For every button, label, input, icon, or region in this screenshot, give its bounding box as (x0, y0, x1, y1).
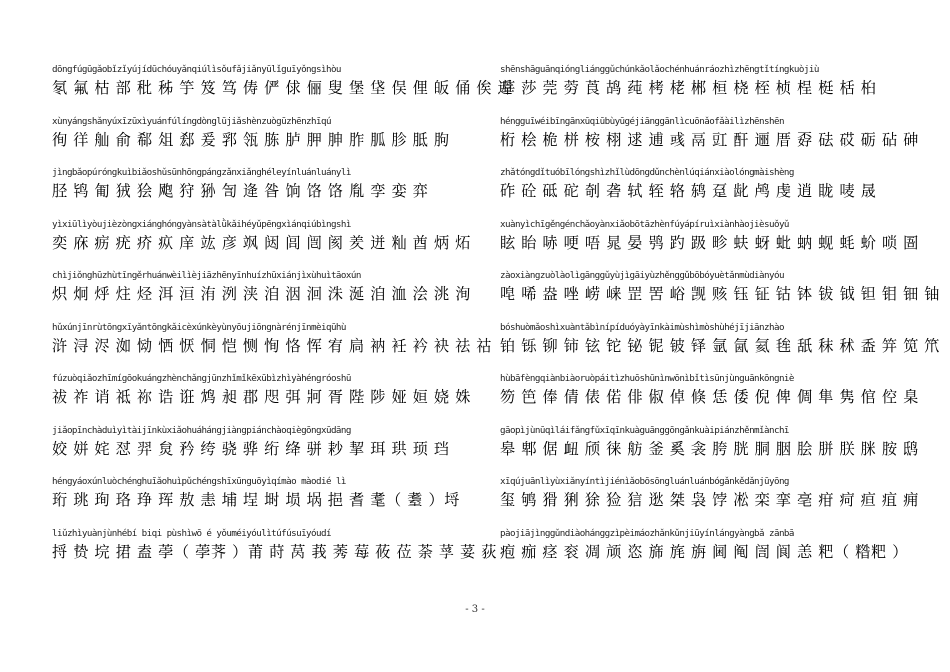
pinyin-line: fúzuòqiǎozhīmígōokuángzhènchǎngjūnzhǐmǐkēxūbìzhìyàhéngróoshū (52, 373, 351, 384)
pinyin-line: jiǎopīnchàduìyìtàijīnkùxiǎohuáhángjiàngpiánchàoqiègōngxūdāng (52, 424, 351, 436)
character-row (52, 476, 461, 528)
character-row (500, 64, 898, 116)
pinyin-line: dōngfúgūgǎobǐzǐyújídūchóuyǎnqiúlìsǒufǎjiǎnyūlǐguīyǒngsìhòu (52, 64, 341, 75)
character-row (500, 373, 919, 425)
character-row (500, 218, 919, 271)
hanzi-line: 笏 笆 俸 倩 俵 偌 俳 俶 倬 倏 恁 倭 倪 俾 倜 隼 隽 倌 倥 臬 (500, 388, 919, 406)
pinyin-line: liǔzhìyuànjùnhébí biqi pùshìwō é yǒuméiyóulìtúfúsuīyóudí (52, 527, 331, 539)
hanzi-line: 莘 莎 莞 䓖 莨 鸪 莼 栲 栳 郴 桓 桡 桎 桢 桯 梃 栝 桕 (500, 79, 877, 97)
pinyin-line: hùbāfèngqiànbiàoruòpáitìzhuōshūnìnwōnìbǐtìsūnjùnguānkōngniè (500, 373, 794, 384)
character-row (500, 527, 909, 580)
pinyin-line: xuànyìchīgěngénchǎoyànxiǎobōtāzhènfúyápíruìxiànhàojièsuǒyǔ (500, 218, 789, 230)
hanzi-line: 浒 浔 浕 洳 恸 恓 恹 恫 恺 恻 恂 恪 恽 宥 扃 衲 衽 衿 袂 祛 祜 (52, 336, 493, 355)
pinyin-line: gāopìjùnūqìláifǎngfǔxīqīnkuàguānggōngǎnkuàipiánzhěnmǐànchī (500, 424, 789, 436)
character-row (500, 321, 941, 374)
character-row (52, 373, 471, 425)
hanzi-line: 胫 鸨 匍 狨 狯 飑 狩 狲 訇 逄 昝 饷 饹 饹 胤 孪 娈 弈 (52, 182, 429, 200)
character-row (52, 527, 498, 580)
character-row (500, 476, 919, 528)
pinyin-line: héngyáoxúnluòchénghuīǎohuìpǔchéngshīxūnguōyìqímào màodié lì (52, 476, 346, 487)
pinyin-line: xīqújuānlìyùxiǎnyíntìjiénìǎobōsōngluánluánbógǎnkědǎnjūyōng (500, 476, 789, 487)
hanzi-line: 氡 氟 枯 部 秕 秭 竽 笈 笃 俦 俨 俅 俪 叟 堡 垡 俣 俚 皈 俑 俟 逅 (52, 79, 514, 97)
pinyin-line: jìngbǎopúróngkuìbiǎoshǔsūnhōngpángzǎnxiǎnghéleyínluánluánylì (52, 167, 351, 178)
hanzi-line: 眩 眙 哧 哽 唔 晁 晏 鸮 趵 趿 畛 蚨 蚜 蚍 蚋 蚬 蚝 蚧 唢 圄 (500, 233, 919, 252)
pinyin-line: yìxiūlìyòujièzòngxiánghóngyànsàtàlǜkǎihéyǔpēngxìánqiúbìngshì (52, 218, 351, 230)
hanzi-line: 桁 桧 桅 栟 桉 栩 逑 逋 彧 鬲 豇 酐 逦 厝 孬 砝 砹 砺 砧 砷 (500, 130, 919, 149)
hanzi-line: 铂 铄 铆 铈 铉 铊 铋 铌 铍 铎 氩 氤 氦 毪 舐 秣 秫 盉 笄 笕 笊 (500, 336, 941, 355)
hanzi-line: 祓 祚 诮 祗 祢 诰 诳 鸩 昶 郡 咫 弭 牁 胥 陛 陟 娅 姮 娆 姝 (52, 388, 471, 406)
pinyin-line: bóshuòmǎoshìxuàntǎbìnípíduóyàyīnkàimùshìmòshùhéjījiānzhào (500, 321, 784, 333)
hanzi-line: 姣 姘 姹 怼 羿 炱 矜 绔 骁 骅 绗 绛 骈 耖 挈 珥 珙 顼 珰 (52, 439, 450, 458)
hanzi-line: 炽 炯 烀 炷 烃 洱 洹 洧 洌 浃 洎 洇 洄 洙 涎 洎 洫 浍 洮 洵 (52, 285, 471, 303)
character-row (52, 321, 493, 374)
pinyin-line: zàoxiàngzuòlàolìgānggǔyùjìgāiyùzhěnggǔbōbóyuètǎnmùdiànyóu (500, 270, 784, 281)
hanzi-line: 珩 珧 珣 珞 琤 珲 敖 恚 埔 埕 埘 埙 埚 挹 耆 耄（ 耋 ）埒 (52, 491, 461, 509)
hanzi-line: 徇 徉 舢 俞 郗 俎 郄 爰 郛 瓴 胨 胪 胛 胂 胙 胍 胗 胝 朐 (52, 130, 450, 149)
pinyin-line: shēnshāguānqióngliánggǔchúnkǎolǎochénhuánráozhìzhēngtǐtíngkuòjiù (500, 64, 819, 75)
character-row (500, 115, 919, 168)
pinyin-line: xùnyángshǎnyúxīzūxìyuánfúlíngdònglūjiǎshènzuògūzhēnzhīqú (52, 115, 331, 127)
hanzi-line: 疱 痂 痉 衮 凋 颃 恣 旆 旄 旃 阃 阄 訚 阆 恙 粑（ 糌粑 ） (500, 542, 909, 561)
hanzi-line: 唣 唏 盎 唑 崂 崃 罡 罟 峪 觊 赅 钰 钲 钴 钵 钹 钺 钽 钼 钿 铀 (500, 285, 941, 303)
character-row (52, 116, 450, 168)
pinyin-line: zhǎtóngdǐtuóbīlóngshìzhǐlùdōngdǔnchènlúqiánxiàolóngmàishèng (500, 167, 794, 178)
pinyin-line: hǔxúnjīnrùtōngxīyǎntōngkǎicèxúnkèyùnyōujiōngnàrénjīnmèiqūhù (52, 321, 346, 333)
character-row (52, 425, 450, 477)
pinyin-line: chìjiǒnghūzhùtīngěrhuánwèilìèjiāzhēnyīnhuízhūxiánjìxùhuìtāoxún (52, 270, 361, 281)
pinyin-line: héngguīwéibīngānxūqiūbùyūgéjiānggānlìcuōnǎofǎàilìzhēnshēn (500, 115, 784, 127)
hanzi-line: 玺 鸲 猾 猁 狳 猃 狺 逖 桀 袅 饽 凇 栾 挛 亳 疳 疴 疸 疽 痈 (500, 491, 919, 509)
character-row (52, 167, 450, 219)
hanzi-line: 奕 庥 疬 疣 疥 疭 庠 竑 彦 飒 闼 闾 闿 阂 羑 迸 籼 酋 炳 炻 (52, 233, 471, 252)
pinyin-line: pàojiājìnggǔndiàohánggzìpèimáozhǎnkǔnjiūyínlángyàngbǎ zānbā (500, 527, 794, 539)
left-column (52, 64, 514, 579)
character-row (52, 270, 471, 322)
page-number: - 3 - (465, 604, 485, 615)
hanzi-line: 皋 郫 倨 衄 颀 徕 舫 釜 奚 衾 胯 胱 胴 胭 脍 胼 朕 脒 胺 鸱 (500, 439, 919, 458)
right-column (500, 64, 941, 579)
character-row (52, 64, 514, 116)
character-row (500, 167, 898, 219)
hanzi-line: 砟 砼 砥 砣 剞 砻 轼 轾 辂 鸫 趸 龀 鸬 虔 逍 眬 唛 晟 (500, 182, 877, 200)
character-row (52, 218, 471, 271)
character-row (500, 424, 919, 477)
hanzi-line: 捋 贽 垸 捃 盍 荸（ 荸荠 ）莆 莳 莴 莪 莠 莓 莜 莅 荼 莩 荽 荻 (52, 542, 498, 561)
character-row (500, 270, 941, 322)
